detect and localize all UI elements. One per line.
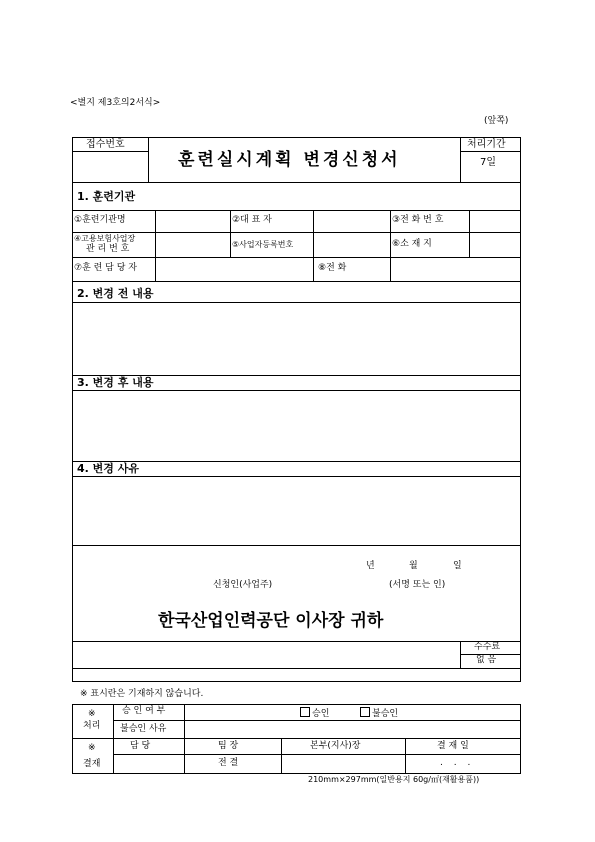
reject-option[interactable] [360, 707, 398, 719]
applicant-label: 신청인(사업주) [213, 580, 273, 590]
page-side-label: (앞쪽) [484, 116, 509, 126]
phone-number-field[interactable] [471, 212, 519, 231]
approval-col-staff: 담 당 [130, 741, 151, 751]
fee-label: 수수료 [474, 642, 501, 652]
training-org-name-field[interactable] [157, 212, 228, 231]
insurance-site-number-field[interactable] [157, 234, 228, 256]
before-change-textarea[interactable] [74, 304, 519, 374]
processing-period-value: 7일 [480, 157, 497, 168]
business-reg-number-field[interactable] [315, 234, 388, 256]
approval-mark: ※ [88, 743, 96, 753]
label-representative: ②대 표 자 [232, 215, 272, 225]
approval-status-label: 승 인 여 부 [122, 706, 166, 716]
section3-heading: 3. 변경 후 내용 [77, 376, 154, 389]
representative-field[interactable] [315, 212, 388, 231]
receipt-number-label: 접수번호 [86, 139, 125, 150]
reject-reason-label: 불승인 사유 [120, 724, 167, 734]
label-insurance-site-line1: ④고용보험사업장 [74, 234, 136, 243]
change-reason-textarea[interactable] [74, 478, 519, 544]
approval-col-team-lead: 팀 장 [218, 741, 239, 751]
processing-mark: ※ [88, 709, 96, 719]
approval-delegated-label: 전 결 [218, 758, 239, 768]
after-change-textarea[interactable] [74, 392, 519, 460]
approve-checkbox[interactable] [300, 707, 310, 717]
approval-col-date: 결 재 일 [437, 741, 469, 751]
note-text: ※ 표시란은 기재하지 않습니다. [80, 689, 204, 699]
form-number: <별지 제3호의2서식> [70, 98, 161, 108]
section1-heading: 1. 훈련기관 [77, 190, 136, 203]
reject-checkbox[interactable] [360, 707, 370, 717]
approval-label: 결재 [83, 759, 101, 769]
date-year-label: 년 [366, 561, 375, 571]
paper-spec-footer: 210mm×297mm(일반용지 60g/㎡(재활용품)) [308, 775, 480, 784]
label-business-reg-number: ⑤사업자등록번호 [232, 240, 294, 249]
approve-option-label: 승인 [312, 709, 330, 719]
location-field[interactable] [471, 234, 519, 256]
processing-label: 처리 [83, 721, 101, 731]
signature-label: (서명 또는 인) [389, 580, 446, 590]
approval-date-dots: . . . [440, 758, 475, 768]
addressee: 한국산업인력공단 이사장 귀하 [158, 611, 384, 631]
section2-heading: 2. 변경 전 내용 [77, 287, 154, 300]
form-title: 훈련실시계획 변경신청서 [178, 150, 401, 170]
date-month-label: 월 [409, 561, 418, 571]
label-insurance-site-line2: 관 리 번 호 [86, 244, 130, 254]
label-phone-number: ③전 화 번 호 [392, 215, 444, 225]
reject-option-label: 불승인 [372, 709, 399, 719]
label-training-org-name: ①훈련기관명 [74, 215, 126, 225]
date-day-label: 일 [453, 561, 462, 571]
training-manager-field[interactable] [157, 259, 311, 280]
manager-phone-field[interactable] [392, 259, 519, 280]
approve-option[interactable] [300, 707, 329, 719]
receipt-number-field[interactable] [74, 153, 146, 180]
processing-period-label: 처리기간 [467, 139, 506, 150]
approval-col-branch-head: 본부(지사)장 [310, 741, 361, 751]
label-location: ⑥소 재 지 [392, 239, 432, 249]
section4-heading: 4. 변경 사유 [77, 462, 139, 475]
fee-value: 없 음 [476, 655, 497, 665]
label-manager-phone: ⑧전 화 [318, 263, 347, 273]
reject-reason-field[interactable] [186, 722, 519, 737]
label-training-manager: ⑦훈 련 담 당 자 [74, 263, 137, 273]
